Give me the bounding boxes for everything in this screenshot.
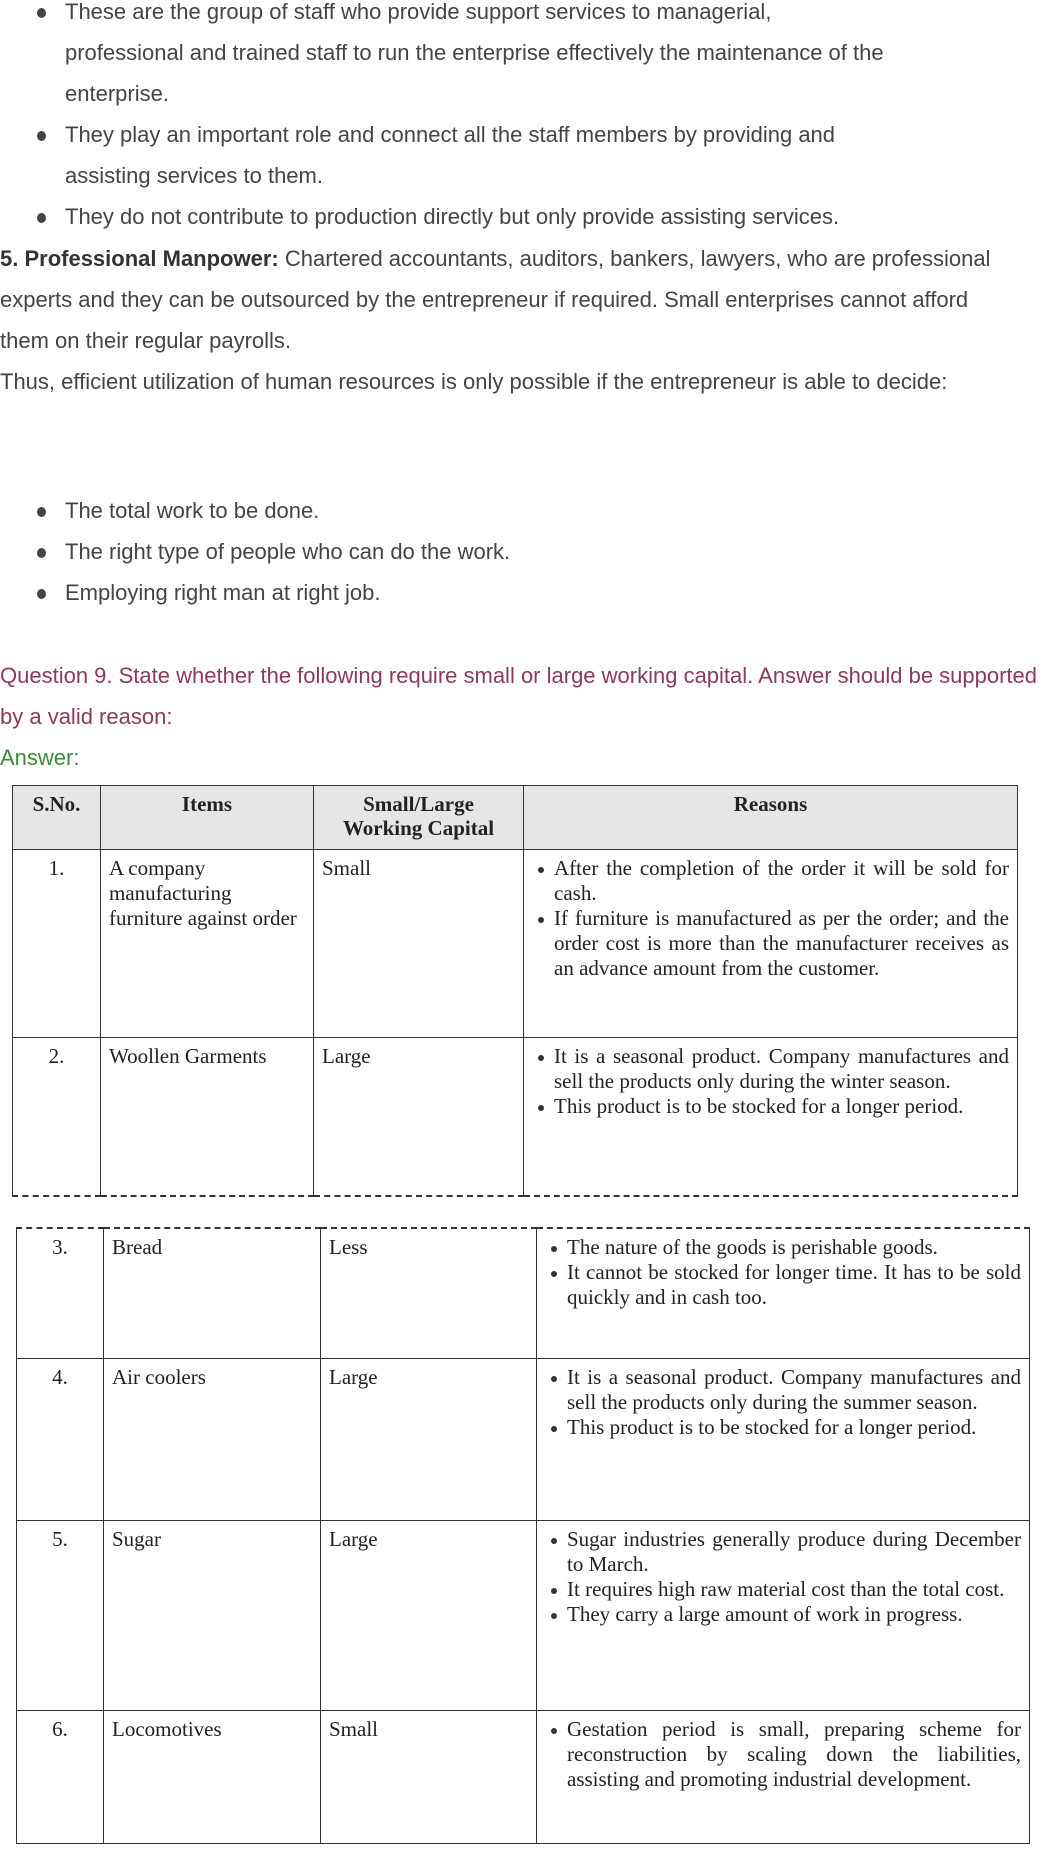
bullet-icon [551, 1613, 557, 1619]
table-row [17, 1710, 1030, 1843]
reason-text: They carry a large amount of work in progress. [567, 1601, 963, 1626]
list-item [0, 0, 885, 114]
decide-bullet-list [0, 490, 1055, 613]
reason-item [532, 1094, 1009, 1119]
cell-capital: Small [321, 1710, 537, 1843]
bullet-icon [551, 1588, 557, 1594]
list-item [0, 572, 1055, 613]
bullet-icon [37, 507, 46, 517]
cell-capital: Large [321, 1520, 537, 1710]
cell-sno: 5. [17, 1520, 104, 1710]
cell-reasons [537, 1520, 1030, 1710]
reason-item [545, 1602, 1021, 1627]
cell-reasons [524, 1038, 1018, 1196]
table-row [17, 1520, 1030, 1710]
bullet-icon [538, 1105, 544, 1111]
bullet-icon [551, 1538, 557, 1544]
bullet-icon [551, 1271, 557, 1277]
cell-capital: Less [321, 1228, 537, 1358]
thus-paragraph [0, 361, 1055, 402]
table-row [17, 1358, 1030, 1520]
cell-item: Air coolers [104, 1358, 321, 1520]
bullet-icon [37, 8, 46, 18]
reasons-list [532, 856, 1009, 981]
reason-text: Sugar industries generally produce during December to March. [567, 1526, 1021, 1576]
cell-reasons [537, 1710, 1030, 1843]
table-row [13, 1038, 1018, 1196]
cell-reasons [524, 850, 1018, 1038]
working-capital-table-part-1 [12, 785, 1018, 1197]
reasons-list [545, 1717, 1021, 1792]
reason-text: It is a seasonal product. Company manufactures and sell the products only during the winter season. [554, 1044, 1009, 1093]
decide-bullets-block [0, 490, 1055, 613]
bullet-text: The right type of people who can do the work. [65, 539, 511, 564]
section-heading: 5. Professional Manpower: [0, 246, 279, 271]
reason-item [545, 1577, 1021, 1602]
reason-item [545, 1235, 1021, 1260]
table-header-row [13, 786, 1018, 850]
reason-text: Gestation period is small, preparing scheme for reconstruction by scaling down the liabilities, assisting and promoting industrial development. [567, 1716, 1021, 1791]
reason-item [545, 1415, 1021, 1440]
intro-bullet-list [0, 0, 1055, 237]
bullet-text: The total work to be done. [65, 498, 320, 523]
reason-text: It cannot be stocked for longer time. It has to be sold quickly and in cash too. [567, 1260, 1021, 1309]
intro-bullets-block [0, 0, 1055, 237]
reasons-list [545, 1365, 1021, 1440]
cell-sno: 6. [17, 1710, 104, 1843]
cell-capital: Small [314, 850, 524, 1038]
bullet-text: They do not contribute to production directly but only provide assisting services. [65, 204, 840, 229]
reason-text: This product is to be stocked for a longer period. [554, 1094, 964, 1118]
bullet-icon [551, 1246, 557, 1252]
bullet-text: They play an important role and connect all the staff members by providing and assisting services to them. [65, 122, 836, 188]
bullet-icon [37, 548, 46, 558]
reason-item [545, 1717, 1021, 1792]
list-item [0, 490, 1055, 531]
paragraph-text: Chartered accountants, auditors, bankers, lawyers, who are professional experts and they can be outsourced by the entrepreneur if required. Small enterprises cannot afford them on their regular payrolls. [0, 246, 991, 353]
list-item [0, 531, 1055, 572]
bullet-text: These are the group of staff who provide support services to managerial, professional and trained staff to run the enterprise effectively the maintenance of the enterprise. [65, 0, 884, 106]
bullet-icon [37, 131, 46, 141]
bullet-icon [551, 1376, 557, 1382]
working-capital-table-part-2 [16, 1227, 1030, 1844]
reason-text: It is a seasonal product. Company manufactures and sell the products only during the summer season. [567, 1364, 1021, 1414]
paragraph-text: Thus, efficient utilization of human resources is only possible if the entrepreneur is able to decide: [0, 369, 948, 394]
reason-item [545, 1365, 1021, 1415]
professional-manpower-paragraph [0, 238, 1055, 361]
reason-item [532, 906, 1009, 981]
bullet-icon [37, 589, 46, 599]
header-reasons: Reasons [524, 786, 1018, 850]
table-row [13, 850, 1018, 1038]
reason-item [545, 1260, 1021, 1310]
list-item [0, 196, 885, 237]
cell-capital: Large [314, 1038, 524, 1196]
question-text: Question 9. State whether the following require small or large working capital. Answer should be supported by a valid reason: [0, 663, 1038, 729]
bullet-icon [538, 867, 544, 873]
bullet-icon [37, 213, 46, 223]
cell-reasons [537, 1358, 1030, 1520]
cell-item: Locomotives [104, 1710, 321, 1843]
reason-text: The nature of the goods is perishable goods. [567, 1235, 938, 1259]
cell-item: Woollen Garments [101, 1038, 314, 1196]
bullet-icon [538, 1055, 544, 1061]
list-item [0, 114, 885, 196]
cell-item: Bread [104, 1228, 321, 1358]
cell-sno: 4. [17, 1358, 104, 1520]
reason-text: It requires high raw material cost than the total cost. [567, 1576, 1005, 1601]
reason-text: If furniture is manufactured as per the order; and the order cost is more than the manufacturer receives as an advance amount from the customer. [554, 906, 1009, 980]
cell-sno: 2. [13, 1038, 101, 1196]
cell-item: A company manufacturing furniture against order [101, 850, 314, 1038]
cell-sno: 3. [17, 1228, 104, 1358]
header-sno: S.No. [13, 786, 101, 850]
bullet-icon [551, 1728, 557, 1734]
bullet-text: Employing right man at right job. [65, 580, 381, 605]
reasons-list [532, 1044, 1009, 1119]
table-row [17, 1228, 1030, 1358]
reason-text: After the completion of the order it will be sold for cash. [554, 856, 1009, 905]
answer-label: Answer: [0, 745, 80, 770]
header-capital: Small/Large Working Capital [314, 786, 524, 850]
reason-item [532, 1044, 1009, 1094]
cell-item: Sugar [104, 1520, 321, 1710]
bullet-icon [551, 1426, 557, 1432]
cell-reasons [537, 1228, 1030, 1358]
reason-item [532, 856, 1009, 906]
reason-text: This product is to be stocked for a longer period. [567, 1414, 977, 1439]
reason-item [545, 1527, 1021, 1577]
reasons-list [545, 1527, 1021, 1627]
bullet-icon [538, 917, 544, 923]
cell-sno: 1. [13, 850, 101, 1038]
cell-capital: Large [321, 1358, 537, 1520]
header-items: Items [101, 786, 314, 850]
reasons-list [545, 1235, 1021, 1310]
